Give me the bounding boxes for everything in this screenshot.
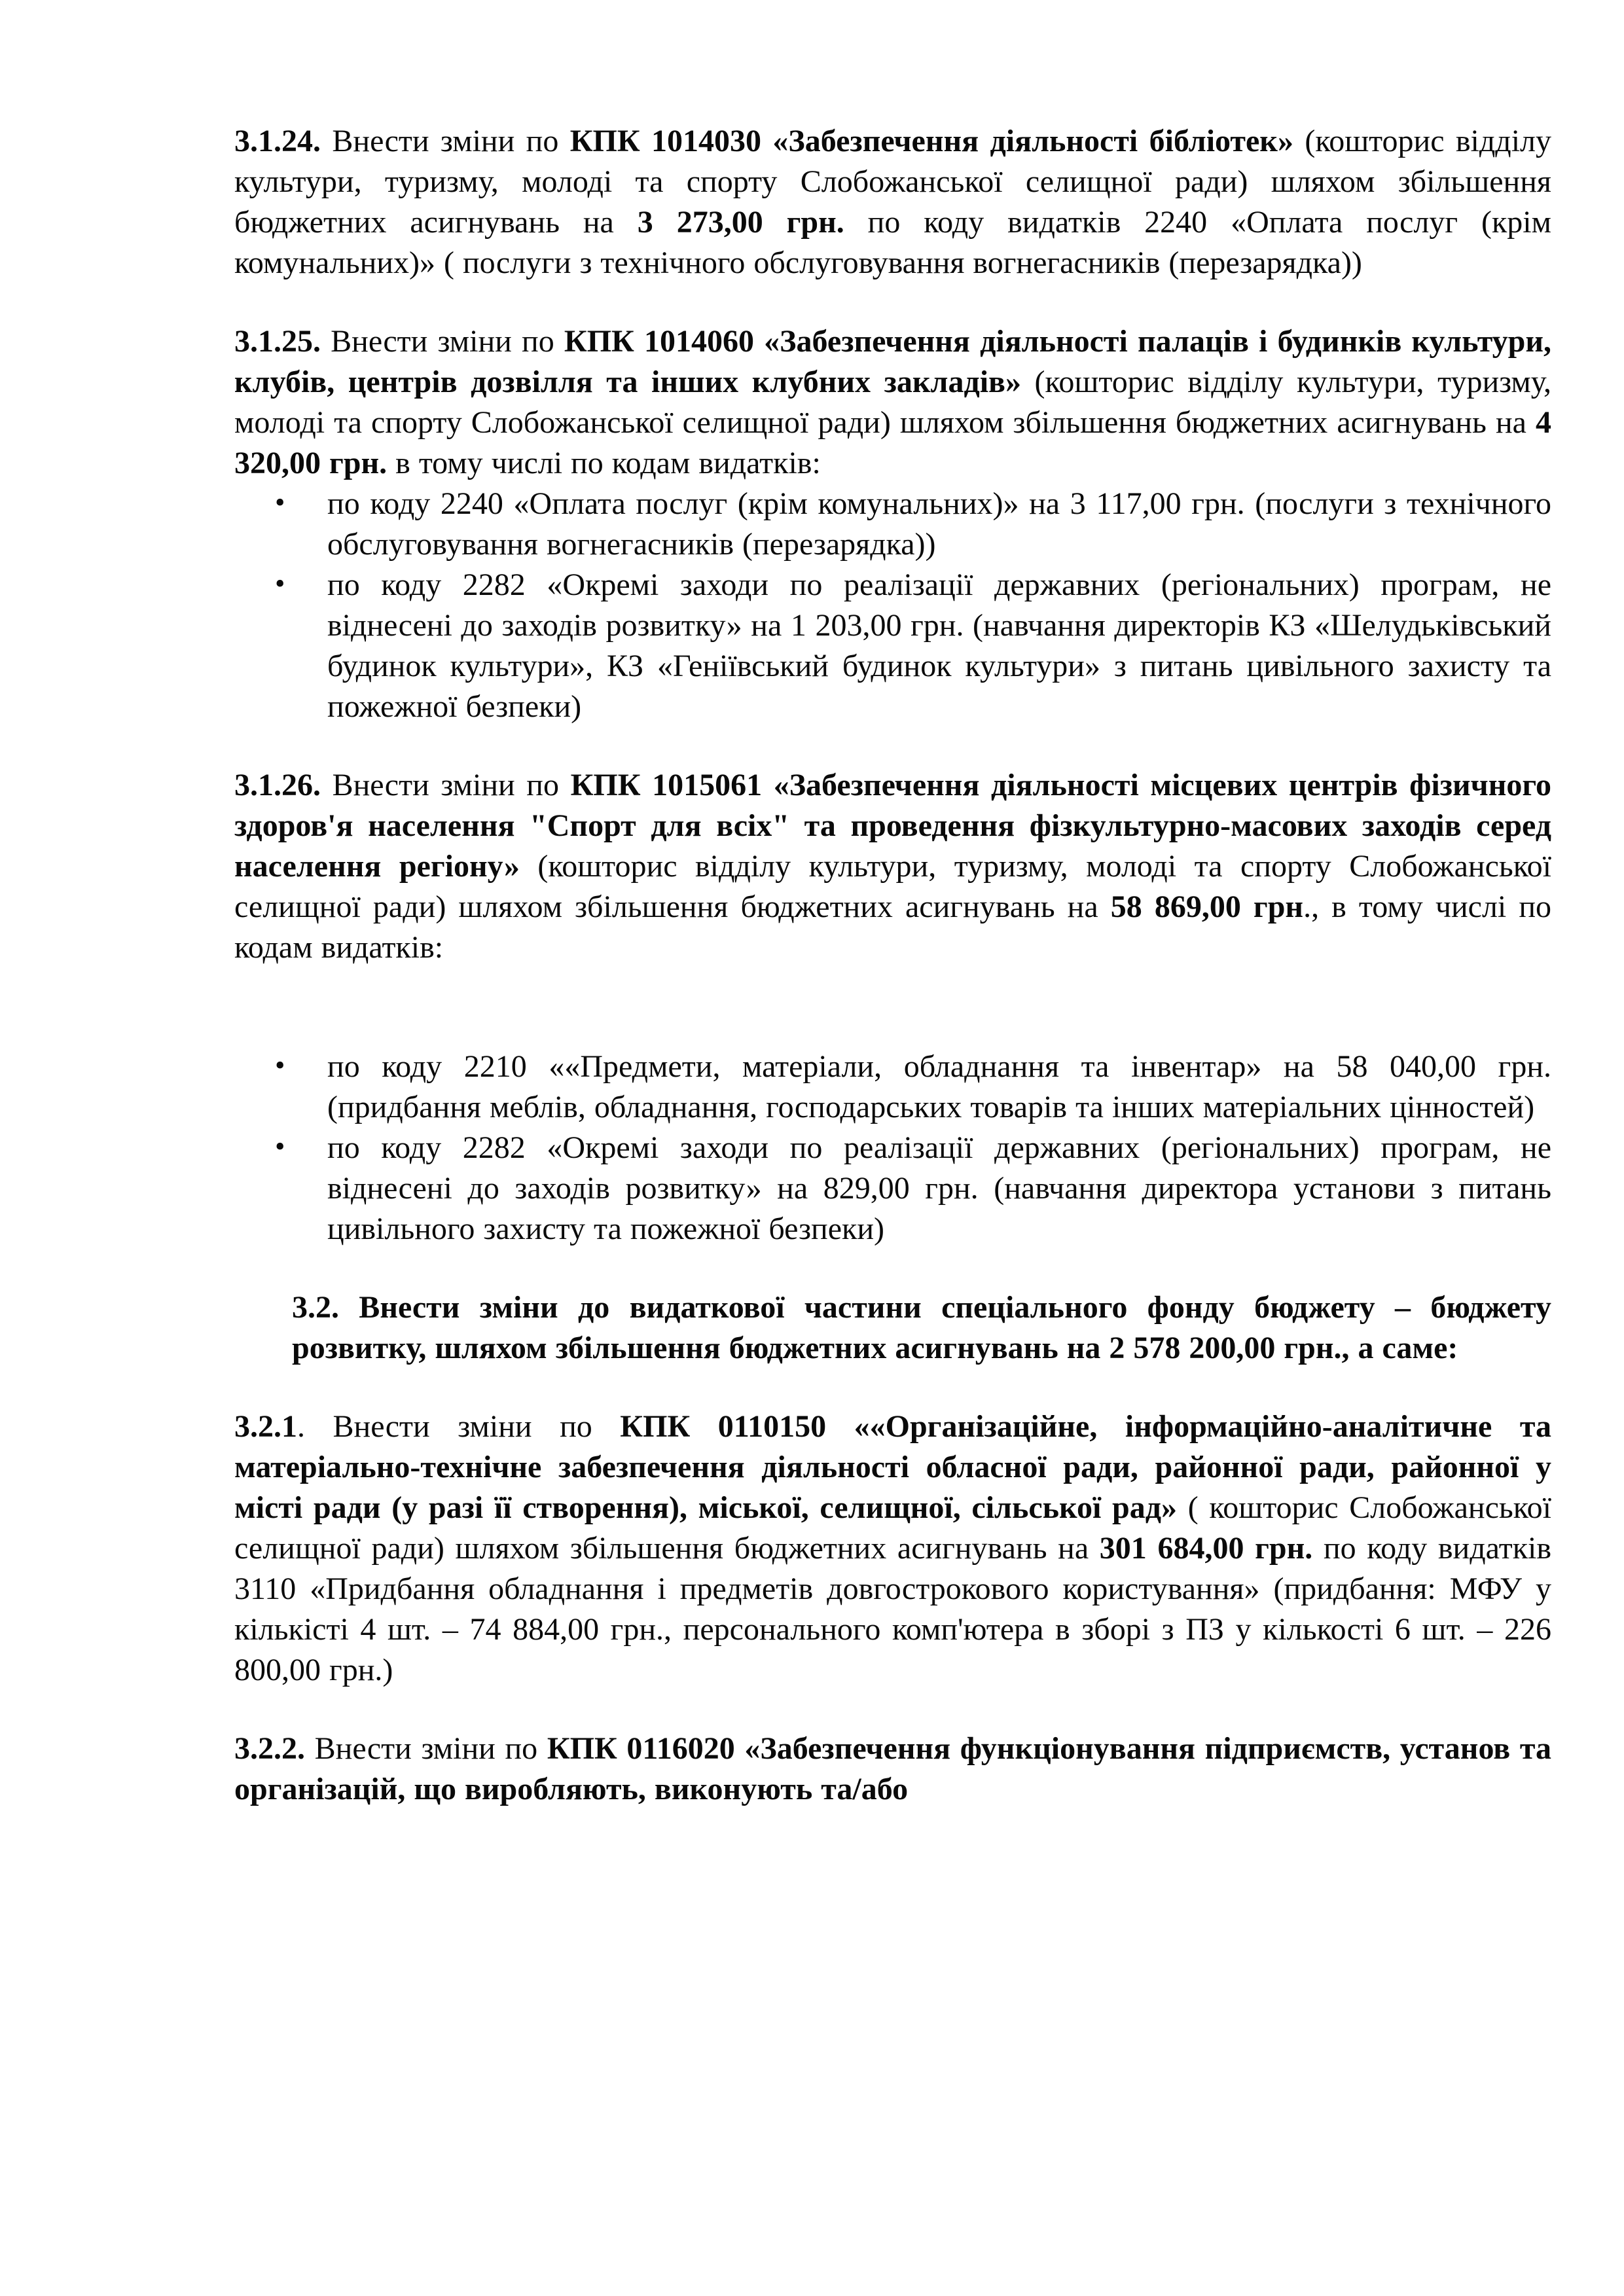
text-run: Внести зміни по [321,768,571,802]
document-body [234,121,1551,1810]
list-item-text [327,486,1551,562]
text-run: 3.2.1 [234,1409,297,1444]
text-run: КПК 0110150 ««Організаційне, інформаційно-аналітичне та матеріально-технічне забезпечення діяльності обласної ради, районної ради, районної у місті ради (у разі її створення), міської, селищної, сільської рад» [234,1409,1551,1525]
list-item-text [327,1049,1551,1124]
bullet-list-3-1-25 [234,484,1551,727]
paragraph-3-1-25 [234,321,1551,484]
text-run: (кошторис відділу культури, туризму, молоді та спорту Слобожанської селищної ради) шляхом збільшення бюджетних асигнувань на [234,849,1551,924]
text-run: КПК 1014030 «Забезпечення діяльності бібліотек» [569,124,1293,158]
text-run: (кошторис відділу культури, туризму, молоді та спорту Слобожанської селищної ради) шляхом збільшення бюджетних асигнувань на [234,124,1552,240]
text-run: . Внести зміни по [297,1409,621,1444]
text-run: по коду 2210 ««Предмети, матеріали, обладнання та інвентар» на 58 040,00 грн. (придбання меблів, обладнання, господарських товарів та інших матеріальних цінностей) [327,1049,1551,1124]
text-run: (кошторис відділу культури, туризму, молоді та спорту Слобожанської селищної ради) шляхом збільшення бюджетних асигнувань на [234,365,1551,440]
text-run: 3.1.24. [234,124,321,158]
text-run: 4 320,00 грн. [234,405,1551,480]
text-run: в тому числі по кодам видатків: [387,446,821,480]
bullet-icon: • [275,567,285,600]
text-run: по коду 2282 «Окремі заходи по реалізації державних (регіональних) програм, не віднесені до заходів розвитку» на 829,00 грн. (навчання директора установи з питань цивільного захисту та пожежної безпеки) [327,1130,1551,1246]
text-run: 58 869,00 грн [1110,889,1304,924]
text-run: КПК 1015061 «Забезпечення діяльності місцевих центрів фізичного здоров'я населення "Спорт для всіх" та проведення фізкультурно-масових заходів серед населення регіону» [234,768,1551,884]
bullet-icon: • [275,1049,285,1081]
paragraph-3-2 [292,1287,1551,1369]
list-item-text [327,1130,1551,1246]
text-run: по коду видатків 2240 «Оплата послуг (крім комунальних)» ( послуги з технічного обслуговування вогнегасників (перезарядка)) [234,205,1551,280]
list-item [234,1128,1551,1249]
text-run: 301 684,00 грн. [1099,1531,1313,1566]
paragraph-3-2-1 [234,1407,1551,1691]
text-run: КПК 1014060 «Забезпечення діяльності палаців і будинків культури, клубів, центрів дозвілля та інших клубних закладів» [234,324,1551,399]
text-run: Внести зміни по [321,324,564,359]
text-run: по коду 2282 «Окремі заходи по реалізації державних (регіональних) програм, не віднесені до заходів розвитку» на 1 203,00 грн. (навчання директорів КЗ «Шелудьківський будинок культури», КЗ «Геніївський будинок культури» з питань цивільного захисту та пожежної безпеки) [327,567,1551,724]
text-run: ( кошторис Слобожанської селищної ради) шляхом збільшення бюджетних асигнувань на [234,1490,1552,1566]
list-item [234,565,1551,727]
text-run: Внести зміни по [321,124,570,158]
text-run: Внести зміни по [305,1731,547,1766]
bullet-icon: • [275,486,285,518]
text-run: КПК 0116020 «Забезпечення функціонування підприємств, установ та організацій, що виробляють, виконують та/або [234,1731,1551,1806]
text-run: 3 273,00 грн. [637,205,844,240]
text-run: по коду видатків 3110 «Придбання обладнання і предметів довгострокового користування» (придбання: МФУ у кількісті 4 шт. – 74 884,00 грн., персонального комп'ютера в зборі з ПЗ у кількості 6 шт. – 226 800,00 грн.) [234,1531,1552,1687]
text-run: 3.2. Внести зміни до видаткової частини спеціального фонду бюджету – бюджету розвитку, шляхом збільшення бюджетних асигнувань на 2 578 200,00 грн., а саме: [292,1290,1551,1365]
text-run: 3.2.2. [234,1731,305,1766]
list-item-text [327,567,1551,724]
text-run: ., в тому числі по кодам видатків: [234,889,1552,965]
bullet-icon: • [275,1130,285,1162]
text-run: по коду 2240 «Оплата послуг (крім комунальних)» на 3 117,00 грн. (послуги з технічного обслуговування вогнегасників (перезарядка)) [327,486,1551,562]
paragraph-3-1-26 [234,765,1551,968]
text-run: 3.1.26. [234,768,321,802]
paragraph-3-2-2 [234,1729,1551,1810]
document-page [234,121,1551,1848]
list-item [234,1047,1551,1128]
list-item [234,484,1551,565]
bullet-list-3-1-26 [234,1047,1551,1249]
text-run: 3.1.25. [234,324,321,359]
paragraph-3-1-24 [234,121,1551,283]
